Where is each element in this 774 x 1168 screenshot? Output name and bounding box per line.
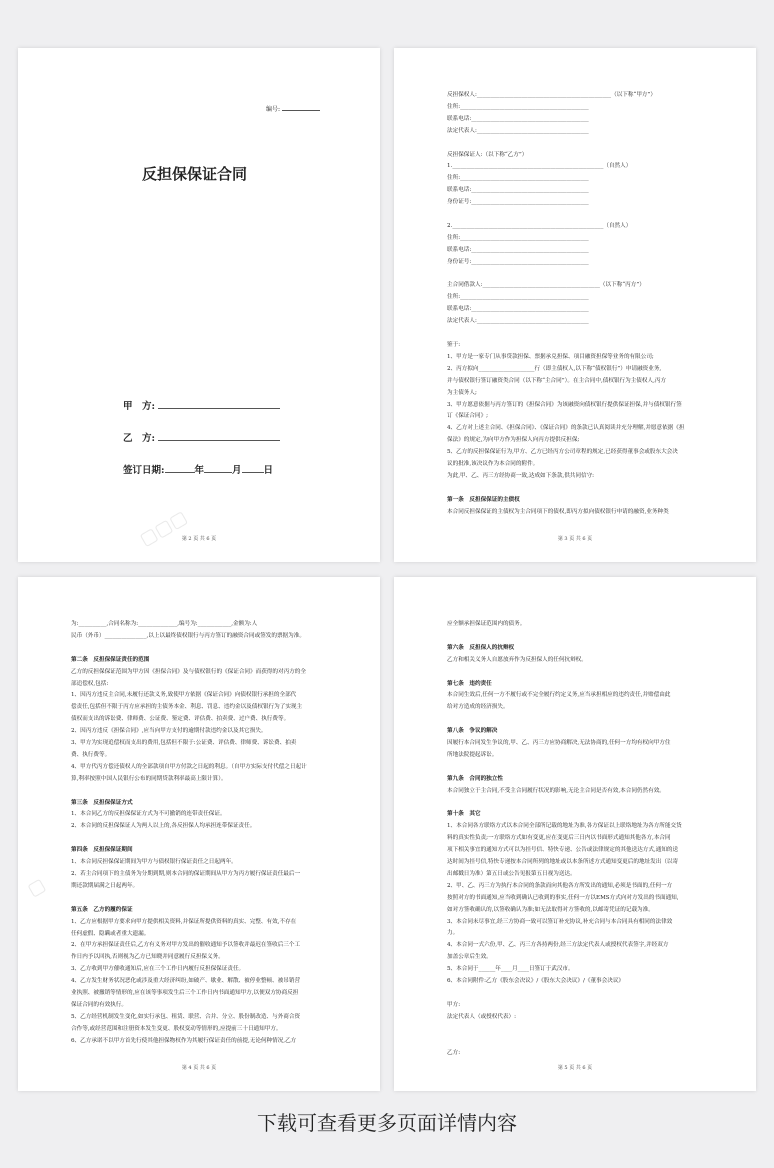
text-line: 3、甲方愿意依据与丙方签订的《担保合同》为该融资向债权银行提供保证担保,并与债权银行签 — [447, 401, 682, 408]
section-heading: 第十条 其它 — [447, 811, 481, 818]
text-line: 如对方签收确认的,以签收确认为准;如无法取得对方签收的,以邮寄凭证的记载为准。 — [447, 906, 654, 913]
text-line: 1.______________________________________________________（自然人） — [447, 163, 632, 170]
text-line: 达时间为挂号信,特快专递按本合同所列的地址或以本条所述方式通知变更后的地址发出（以寄 — [447, 859, 679, 866]
text-line: 订《保证合同》; — [447, 413, 489, 420]
text-line: 甲方: — [447, 1001, 461, 1008]
text-line: 1、本合同乙方的反担保保证方式为不可撤销的连带责任保证。 — [71, 811, 226, 818]
text-line: 合作等,或经营范围和注册资本发生变更、股权变动等情形的,应提前三十日通知甲方。 — [71, 1025, 282, 1032]
text-line: 部追偿权,包括: — [71, 680, 109, 687]
text-line: 4、甲方代丙方偿还债权人的全部款项自甲方付款之日起的利息。（自甲方实际支付代偿之日起计 — [71, 763, 307, 770]
text-line: 6、乙方承诺不以甲方首先行使其他担保物权作为其履行保证责任的前提,无论何种情况,乙方 — [71, 1037, 297, 1044]
text-line: 6、本合同附件:乙方《股东会决议》/《股东大会决议》/《董事会决议》 — [447, 978, 625, 985]
download-caption: 下载可查看更多页面详情内容 — [257, 1111, 517, 1135]
text-line: 费、执行费等。 — [71, 751, 111, 758]
section-heading: 第六条 反担保人的抗辩权 — [447, 644, 515, 651]
text-line: 算,利率按照中国人民银行公布的同期贷款利率最高上限计算）。 — [71, 775, 227, 782]
text-line: 反担保保证人:（以下称“乙方”） — [447, 151, 528, 158]
text-line: 1、本合同各方联络方式以本合同全部所记载的地址为准,各方保证以上联络地址为各方所能交货 — [447, 823, 682, 830]
text-line: 4、本合同一式六份,甲、乙、丙三方各持两份,经三方法定代表人或授权代表签字,并经双方 — [447, 942, 669, 949]
section-heading: 第三条 反担保保证方式 — [71, 799, 133, 806]
text-line: 主合同借款人:__________________________________________（以下称“丙方”） — [447, 282, 645, 289]
text-line: 法定代表人:________________________________________ — [447, 318, 589, 325]
text-line: 应全额承担保证范围内的债务。 — [447, 621, 526, 627]
text-line: 鉴于: — [447, 341, 461, 348]
page-body — [447, 90, 706, 519]
text-line: 按照对方的书面通知,应当收到确认已收到的事实,任何一方以EMS方式向对方发出的书面通知, — [447, 894, 679, 901]
text-line: 议的批准,该决议作为本合同的附件。 — [447, 461, 539, 468]
text-line: 偿责任,包括但不限于丙方应承担的主债务本金、利息、罚息、违约金以及债权银行为了实现主 — [71, 704, 303, 711]
text-line: 力。 — [447, 930, 459, 937]
text-line: 任何虚假、隐瞒或者重大遗漏。 — [71, 930, 150, 937]
text-line: 法定代表人（或授权代表）: — [447, 1013, 517, 1020]
text-line: 联系电话:__________________________________________ — [447, 187, 589, 194]
text-line: 4、乙方对上述主合同、《担保合同》、《保证合同》的条款已认真阅读并充分理解,并愿意依据《担 — [447, 425, 685, 432]
party-a-field — [123, 398, 280, 412]
text-line: 2、在甲方承担保证责任后,乙方有义务对甲方发出的催收通知予以签收并最迟在签收后三个工 — [71, 942, 301, 949]
text-line: 料的真实性负责;一方联络方式如有变更,应在变更后三日内以书面形式通知其他各方,本合同 — [447, 835, 671, 842]
watermark: ▢ — [23, 874, 50, 901]
text-line: 并与债权银行签订融资类合同（以下称“主合同”）。在主合同中,债权银行为主债权人,丙方 — [447, 377, 667, 384]
party-b-blank — [158, 431, 280, 441]
text-line: 身份证号:__________________________________________ — [447, 258, 589, 265]
text-line: 出邮戳日为准）第五日或公告见报第五日视为送达。 — [447, 870, 576, 877]
text-line: 乙方的反担保保证范围为甲方因《担保合同》及与债权银行的《保证合同》而获得的对丙方的全 — [71, 668, 306, 675]
sign-date-year: 年 — [194, 465, 205, 476]
contract-page-5 — [394, 577, 756, 1091]
text-line: 联系电话:__________________________________________ — [447, 115, 589, 122]
text-line: 乙方和相关义务人自愿放弃作为反担保人的任何抗辩权。 — [447, 656, 587, 663]
page-footer: 第 2 页 共 6 页 — [181, 536, 217, 542]
text-line: 为主债务人; — [447, 389, 477, 396]
sign-date-month: 月 — [232, 465, 242, 476]
section-heading: 第七条 违约责任 — [447, 680, 492, 687]
page-body — [447, 619, 706, 1059]
section-heading: 第二条 反担保保证责任的范围 — [71, 656, 150, 663]
section-heading: 第八条 争议的解决 — [447, 728, 498, 735]
text-line: 民币（外币）_______________,以上以最终债权银行与丙方签订的融资合同或签发的票据为准。 — [71, 632, 305, 639]
text-line: 1、甲方是一家专门从事贷款担保、票据承兑担保、项目融资担保等业务的有限公司; — [447, 353, 654, 360]
party-b-label: 乙 方: — [123, 433, 156, 444]
text-line: 作日内予以回执,否则视为乙方已知晓并同意履行反担保义务。 — [71, 954, 224, 961]
page-footer: 第 3 页 共 6 页 — [557, 536, 593, 542]
text-line: 3、甲方为实现追偿权而支出的费用,包括但不限于:公证费、评估费、律师费、诉讼费、拍卖 — [71, 740, 297, 747]
party-b-field — [123, 430, 280, 444]
text-line: 1、因丙方违反主合同,未履行还款义务,致使甲方依据《保证合同》向债权银行承担的全部代 — [71, 692, 297, 699]
text-line: 住所:______________________________________________ — [447, 294, 589, 301]
section-heading: 第四条 反担保保证期间 — [71, 847, 133, 854]
text-line: 所地法院提起诉讼。 — [447, 751, 498, 758]
text-line: 加盖公章后生效。 — [447, 954, 492, 961]
text-line: 联系电话:__________________________________________ — [447, 246, 589, 253]
page-title: 反担保保证合同 — [142, 165, 248, 183]
text-line: 法定代表人:________________________________________ — [447, 127, 589, 134]
party-a-label: 甲 方: — [123, 401, 156, 412]
text-line: 5、本合同于______年____月____日签订于武汉市。 — [447, 966, 574, 973]
text-line: 本合同反担保保证的主债权为主合同项下的债权,即丙方拟向债权银行申请的融资,业务种类 — [447, 508, 669, 515]
text-line: 保证合同的有效执行。 — [71, 1001, 127, 1008]
text-line: 期还款期届满之日起两年。 — [71, 882, 139, 889]
text-line: 住所:______________________________________________ — [447, 103, 589, 110]
text-line: 住所:______________________________________________ — [447, 175, 589, 182]
text-line: 债权而支出的诉讼费、律师费、公证费、鉴定费、评估费、拍卖费、过户费、执行费等。 — [71, 716, 290, 723]
contract-page-3 — [394, 48, 756, 562]
text-line: 2、丙方拟向____________________行（即主债权人,以下称“债权银行”）申请融资业务, — [447, 365, 662, 372]
text-line: 为:__________,合同名称为:______________,编号为:____________,金额为:人 — [71, 621, 258, 627]
text-line: 业执照、被撤销等情形的,应在该等事项发生后三个工作日内书面通知甲方,以便双方协商反担 — [71, 990, 299, 997]
text-line: 项下相关事宜的通知方式可以为挂号信、特快专递、公告或法律规定的其他送达方式,通知的送 — [447, 847, 679, 854]
sign-date-label: 签订日期: — [123, 465, 165, 476]
sign-date-field — [123, 462, 273, 476]
contract-page-4 — [18, 577, 380, 1091]
text-line: 2、本合同的反担保保证人为两人以上的,各反担保人均承担连带保证责任。 — [71, 823, 256, 830]
text-line: 5、乙方的反担保保证行为,甲方、乙方已经丙方公司章程的规定,已经获得董事会或股东大会决 — [447, 449, 678, 456]
number-label: 编号: — [266, 106, 281, 113]
text-line: 联系电话:__________________________________________ — [447, 306, 589, 313]
text-line: 本合同生效后,任何一方不履行或不完全履行约定义务,应当承担相应的违约责任,并赔偿由此 — [447, 692, 671, 699]
text-line: 5、乙方经营机制发生变化,如实行承包、租赁、联营、合并、分立、股份制改造、与外商合资 — [71, 1013, 301, 1020]
text-line: 本合同独立于主合同,不受主合同履行状况的影响,无论主合同是否有效,本合同仍然有效。 — [447, 787, 665, 794]
section-heading: 第一条 反担保保证的主债权 — [447, 496, 520, 503]
text-line: 保法》的规定,为向甲方作为担保人向丙方提供反担保; — [447, 437, 580, 444]
text-line: 2、甲、乙、丙三方为执行本合同的条款而向其他各方所发出的通知,必须是书面的,任何一方 — [447, 882, 673, 889]
contract-number — [266, 104, 320, 113]
text-line: 2.______________________________________________________（自然人） — [447, 222, 632, 229]
text-line: 2、因丙方违反《担保合同》,应当向甲方支付的逾期付款违约金以及其它损失。 — [71, 728, 267, 735]
text-line: 1、本合同反担保保证期间为甲方与债权银行保证责任之日起两年。 — [71, 859, 237, 866]
text-line: 身份证号:__________________________________________ — [447, 199, 589, 206]
text-line: 反担保权人:________________________________________________（以下称“甲方”） — [447, 92, 656, 98]
page-footer: 第 4 页 共 6 页 — [181, 1065, 217, 1071]
text-line: 4、乙方发生财务状况恶化或涉及重大经济纠纷,如破产、歇业、解散、被停业整顿、被吊销营 — [71, 978, 301, 985]
watermark: ▢▢▢ — [136, 506, 191, 551]
text-line: 3、本合同未尽事宜,经三方协商一致可以签订补充协议,补充合同与本合同具有相同的法律效 — [447, 918, 673, 925]
text-line: 住所:______________________________________________ — [447, 234, 589, 241]
sign-date-day: 日 — [263, 465, 274, 476]
section-heading: 第五条 乙方的履约保证 — [71, 906, 133, 913]
text-line: 给对方造成的经济损失。 — [447, 704, 509, 711]
text-line: 1、乙方应根据甲方要求向甲方提供相关资料,并保证所提供资料的真实、完整、有效,不存在 — [71, 918, 297, 925]
text-line: 3、乙方收到甲方催收通知后,应在三个工作日内履行反担保保证责任。 — [71, 966, 245, 973]
text-line: 2、若主合同项下的主债务为分期到期,则本合同的保证期间从甲方为丙方履行保证责任最后一 — [71, 870, 301, 877]
section-heading: 第九条 合同的独立性 — [447, 775, 503, 782]
party-a-blank — [158, 399, 280, 409]
text-line: 因履行本合同发生争议的,甲、乙、丙三方应协商解决,无法协商的,任何一方均有权向甲方住 — [447, 740, 671, 747]
number-blank — [282, 104, 320, 111]
text-line: 为此,甲、乙、丙三方经协商一致,达成如下条款,供共同信守: — [447, 472, 595, 479]
page-footer: 第 5 页 共 6 页 — [557, 1065, 593, 1071]
page-body — [71, 619, 330, 1048]
text-line: 乙方: — [447, 1049, 461, 1056]
contract-cover-page — [18, 48, 380, 562]
